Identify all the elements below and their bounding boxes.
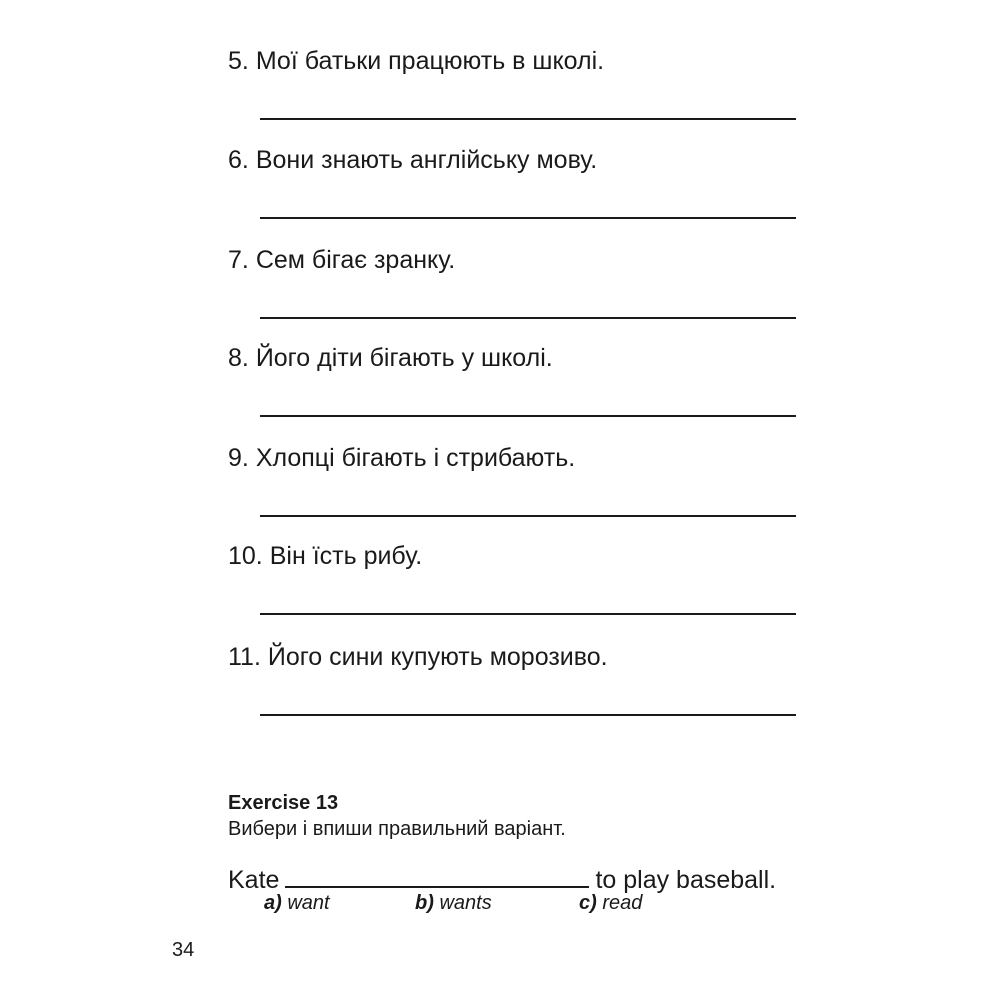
exercise-title: Exercise 13 <box>228 792 339 814</box>
item-number: 7. <box>228 246 249 274</box>
sentence-end: to play baseball. <box>595 866 777 894</box>
item-number: 10. <box>228 542 263 570</box>
item-sentence: Його сини купують морозиво. <box>267 643 608 671</box>
item-text <box>228 46 604 76</box>
option-a[interactable] <box>264 890 330 916</box>
item-number: 6. <box>228 146 249 174</box>
item-text <box>228 343 553 373</box>
fill-in-blank[interactable] <box>285 862 589 888</box>
item-number: 11. <box>228 643 261 671</box>
item-number: 8. <box>228 344 249 372</box>
answer-line[interactable] <box>260 118 796 120</box>
item-text <box>228 541 422 571</box>
item-text <box>228 145 597 175</box>
answer-line[interactable] <box>260 515 796 517</box>
option-word: want <box>287 892 330 914</box>
item-sentence: Вони знають англійську мову. <box>255 146 598 174</box>
answer-line[interactable] <box>260 613 796 615</box>
sentence-start: Kate <box>228 866 280 894</box>
option-word: wants <box>439 892 492 914</box>
option-letter: b) <box>415 892 434 914</box>
answer-line[interactable] <box>260 317 796 319</box>
item-number: 5. <box>228 47 249 75</box>
item-text <box>228 245 455 275</box>
item-sentence: Хлопці бігають і стрибають. <box>255 444 576 472</box>
option-b[interactable] <box>415 890 492 916</box>
option-letter: c) <box>579 892 597 914</box>
item-number: 9. <box>228 444 249 472</box>
item-text <box>228 443 575 473</box>
option-c[interactable] <box>579 890 642 916</box>
page-number: 34 <box>172 939 195 961</box>
exercise-instruction: Вибери і впиши правильний варіант. <box>228 818 566 840</box>
item-sentence: Сем бігає зранку. <box>255 246 456 274</box>
option-word: read <box>602 892 643 914</box>
item-sentence: Його діти бігають у школі. <box>255 344 553 372</box>
answer-line[interactable] <box>260 217 796 219</box>
item-text <box>228 642 608 672</box>
option-letter: a) <box>264 892 282 914</box>
answer-line[interactable] <box>260 714 796 716</box>
item-sentence: Мої батьки працюють в школі. <box>255 47 605 75</box>
answer-line[interactable] <box>260 415 796 417</box>
item-sentence: Він їсть рибу. <box>269 542 423 570</box>
